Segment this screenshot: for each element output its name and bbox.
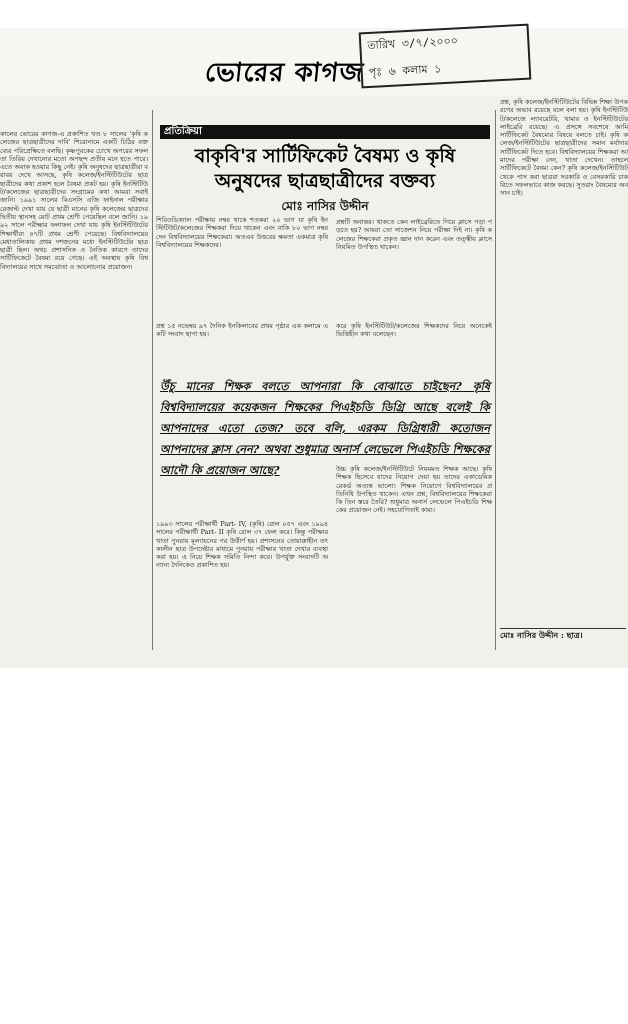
pull-quote: উঁচু মানের শিক্ষক বলতে আপনারা কি বোঝাতে চাইছেন? কৃষি বিশ্ববিদ্যালয়ের কয়েকজন শিক্ষকের পিএইচডি ডিগ্রি আছে বলেই কি আপনাদের এতো তেজ? তবে বলি, এরকম ডিগ্রিধারী কতোজন আপনাদের ক্লাস নেন? অথবা শুধুমাত্র অনার্স লেভেলে পিএইচডি শিক্ষকের আদৌ কি প্রয়োজন আছে? (160, 379, 490, 477)
article-headline: বাকৃবি'র সার্টিফিকেট বৈষম্য ও কৃষি অনুষদের ছাত্রছাত্রীদের বক্তব্য (194, 145, 456, 192)
column-rule (495, 110, 496, 650)
article-column-mid-right-upper: করে কৃষি ইনস্টিটিউট/কলেজের শিক্ষকদের নিয়ে অনেকেই ভিত্তিহীন কথা বলেছেন। (336, 322, 492, 339)
article-column-right: প্রশ্ন, কৃষি কলেজ/ইনস্টিটিউটের বিভিন্ন শিক্ষা উপকরণের অভাব রয়েছে বলে বলা হয়। কৃষি ইনস্টিটিউট/কলেজে ল্যাবরেটরি, খামার ও ইনস্টিটিউটের লাইব্রেরি রয়েছে। এ প্রসঙ্গে সবশেষে আমি সার্টিফিকেট বৈষম্যের বিষয়ে বলতে চাই। কৃষি কলেজ/ইনস্টিটিউটের ছাত্রছাত্রীদের সমান মর্যাদার সার্টিফিকেট দিতে হবে। বিশ্ববিদ্যালয়ের শিক্ষকরা আমাদের পরীক্ষা নেন, খাতা দেখেন। তাহলে সার্টিফিকেটে বৈষম্য কেন? কৃষি কলেজ/ইনস্টিটিউট থেকে পাস করা ছাত্ররা সরকারি ও বেসরকারি চাকরিতে সফলভাবে কাজ করছে। সুতরাং বৈষম্যের অবসান চাই। (500, 98, 628, 198)
article-column-mid-right-top: প্রশ্নটি অবান্তর। থাকতে কেন লাইব্রেরিতে গিয়ে ক্লাসে পড়া পড়তে হয়? আমরা তো সাজেশন নিয়ে পরীক্ষা দিই না। কৃষি কলেজের শিক্ষকেরা প্রকৃত জ্ঞান দান করেন এবং তত্ত্বীয় ক্লাসে নিয়মিত উপস্থিত থাকেন। (336, 218, 492, 251)
article-column-mid-right-lower: উচ্চ কৃষি কলেজ/ইনস্টিটিউটে নিয়মমত শিক্ষক আছে। কৃষি শিক্ষক হিসেবে যাদের নিয়োগ দেয়া হয় তাদের একাডেমিক রেকর্ড অত্যন্ত ভালো। শিক্ষক নিয়োগে বিশ্ববিদ্যালয়ের প্রতিনিধি উপস্থিত থাকেন। এখন প্রশ্ন, বিশ্ববিদ্যালয়ের শিক্ষকেরা কি তিন স্তরে তৈরি? শুধুমাত্র অনার্স লেভেলে পিএইচডি শিক্ষকের প্রয়োজন নেই। সহযোগিতাই কাম্য। (336, 465, 492, 515)
article-column-mid-left-lower: ১৯৯৩ সালের পরীক্ষার্থী Part- IV, (কৃষি) রোল ০৫৭ এবং ১৯৯৪ সালের পরীক্ষার্থী Part- II কৃষি রোল ৩৭ ফেল করে। কিন্তু পরীক্ষার খাতা পুনরায় মূল্যায়নের পর উত্তীর্ণ হয়। প্রশাসনের তোয়াক্কাহীন তৎকালীন ছাত্র উপদেষ্টার মাধ্যমে পুনরায় পরীক্ষার খাতা দেখার ব্যবস্থা করা হয়। এ নিয়ে শিক্ষক সমিতি নিন্দা করে। উপর্যুক্ত সংবাদটি অন্যান্য দৈনিকেও প্রকাশিত হয়। (156, 520, 328, 570)
article-column-mid-left-top: শিরিওডিক্যাল পরীক্ষায় নম্বর থাকে শতকরা ২০ ভাগ যা কৃষি ইনস্টিটিউট/কলেজের শিক্ষকরা দিয়ে থাকেন এবং বাকি ৮০ ভাগ নম্বর দেন বিশ্ববিদ্যালয়ের শিক্ষকেরা। অতএব উত্তরের ক্ষমতা একমাত্র কৃষি বিশ্ববিদ্যালয়ের শিক্ষকদের। (156, 216, 328, 249)
article-column-mid-left-upper: প্রশ্ন ১৫ নভেম্বর ৯৭ দৈনিক ইনকিলাবের প্রথম পৃষ্ঠার এক কলামে একটি সংবাদ ছাপা হয়। (156, 322, 328, 339)
archive-stamp (359, 24, 532, 89)
stamp-page: পৃঃ ৬ কলাম ১ (368, 62, 442, 80)
article-column-left: কালের ভোরের কাগজ-এ প্রকাশিত খণ্ড ৮ সালের 'কৃষি কলেজের ছাত্রছাত্রীদের দাবি' শিরোনামে একটি চিঠির বক্তব্যের পরিপ্রেক্ষিতে বলছি। কৃষ্ণপুরকের চোখে অপরের সফলতা তিরিয় দেখানোর মতো অপছন্দ প্রতীয় মনে হতে পারে। এতে অবাক হওয়ার কিছু নেই। কৃষি অনুষদের ছাত্রছাত্রীরা বরাবর দেখে আসছে, কৃষি কলেজ/ইনস্টিটিউটের ছাত্রছাত্রীদের কথা প্রকাশ হলে বৈষম্য প্রকট হয়। কৃষি ইনস্টিটিউট/কলেজের ছাত্রছাত্রীদের সংগ্রামের কথা আমরা সবাই জানি। ১৯৯১ সালের বিএসসি এজি ফাইনাল পরীক্ষার রেজাল্ট দেখা যায় যে ছাত্রী মানের কৃষি কলেজের ছাত্রদের দ্বিতীয় স্থানসহ মোট প্রথম শ্রেণী পেয়েছিল বলে জানি। ১৯৯২ সালে পরীক্ষার ফলাফল দেখা যায় কৃষি ইনস্টিটিউটের শিক্ষার্থীরা ৪৭টি প্রথম শ্রেণী পেয়েছে। বিশ্ববিদ্যালয়ের মেধাতালিকায় প্রথম দশজনের মধ্যে ইনস্টিটিউটের ছাত্রছাত্রী ছিল। অথচ প্রশাসনিক ও নৈতিক কারণে তাদের সার্টিফিকেটে বৈষম্য রয়ে গেছে। এই অবস্থায় কৃষি বিশ্ববিদ্যালয়ের সাথে সমঝোতা ও আলোচনার প্রয়োজন। (0, 130, 148, 271)
article-byline: মোঃ নাসির উদ্দীন (281, 199, 369, 213)
author-signoff: মোঃ নাসির উদ্দীন : ছাত্র। (500, 628, 626, 643)
column-rule (152, 110, 153, 650)
stamp-date: তারিখ ৩/৭/২০০০ (367, 34, 459, 53)
section-label: প্রতিক্রিয়া (160, 125, 490, 139)
newspaper-masthead: ভোরের কাগজ (203, 58, 366, 88)
